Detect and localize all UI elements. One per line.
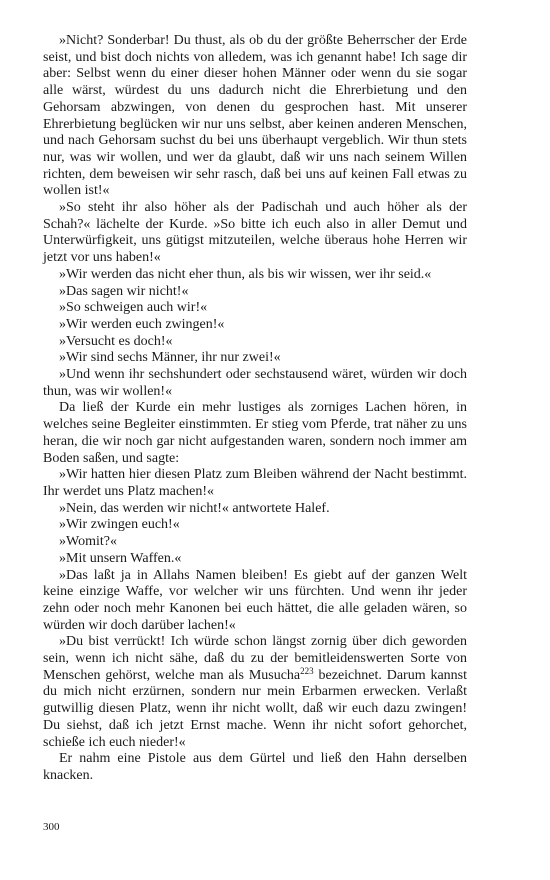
paragraph: »Wir werden das nicht eher thun, als bis wir wissen, wer ihr seid.« — [59, 266, 432, 282]
paragraph: »Wir hatten hier diesen Platz zum Bleiben während der Nacht bestimmt. Ihr werdet uns Platz machen!« — [43, 467, 467, 499]
paragraph: Er nahm eine Pistole aus dem Gürtel und ließ den Hahn derselben knacken. — [43, 751, 467, 783]
paragraph: »Wir werden euch zwingen!« — [59, 316, 225, 332]
paragraph: »Nein, das werden wir nicht!« antwortete Halef. — [59, 500, 330, 516]
footnote-reference[interactable]: 223 — [300, 665, 314, 676]
paragraph: Da ließ der Kurde ein mehr lustiges als zorniges Lachen hören, in welches seine Begleiter einstimmten. Er stieg vom Pferde, trat näher zu uns heran, die wir noch gar nicht aufgestanden waren, sondern noch immer am Boden saßen, und sagte: — [43, 400, 467, 466]
paragraph: »Wir zwingen euch!« — [59, 517, 180, 533]
paragraph: »Das laßt ja in Allahs Namen bleiben! Es giebt auf der ganzen Welt keine einzige Waffe, vor welcher wir uns fürchten. Und wenn ihr jeder zehn oder noch mehr Kanonen bei euch hättet, die alle geladen wären, so würden wir doch darüber lachen!« — [43, 567, 467, 633]
paragraph: »Versucht es doch!« — [59, 333, 173, 349]
page-body — [43, 33, 467, 785]
paragraph: »Mit unsern Waffen.« — [59, 550, 182, 566]
paragraph-text: bezeichnet. Darum kannst du mich nicht erzürnen, sondern nur mein Erbarmen erwecken. Verlaßt gutwillig diesen Platz, wenn ihr nicht wollt, daß wir euch dazu zwingen! Du siehst, daß ich jetzt Ernst mache. Wenn ihr nicht sofort gehorchet, schieße ich euch nieder!« — [43, 667, 467, 750]
paragraph-with-footnote — [43, 634, 467, 751]
paragraph: »So steht ihr also höher als der Padischah und auch höher als der Schah?« lächelte der Kurde. »So bitte ich euch also in aller Demut und Unterwürfigkeit, uns gütigst mitzuteilen, welche überaus hohe Herren wir jetzt vor uns haben!« — [43, 200, 467, 266]
paragraph: »Womit?« — [59, 534, 117, 550]
paragraph-text: »Du bist verrückt! Ich würde schon längst zornig über dich geworden sein, wenn ich nicht sähe, daß du zu der bemitleidenswerten Sorte von Menschen gehörst, welche man als Musucha — [43, 634, 467, 683]
paragraph: »Das sagen wir nicht!« — [59, 283, 189, 299]
paragraph: »Und wenn ihr sechshundert oder sechstausend wäret, würden wir doch thun, was wir wollen!« — [43, 367, 467, 399]
paragraph: »Nicht? Sonderbar! Du thust, als ob du der größte Beherrscher der Erde seist, und bist doch nichts von alledem, was ich genannt habe! Ich sage dir aber: Selbst wenn du einer dieser hohen Männer oder wenn du sie sogar alle wärst, würdest du uns dadurch nicht die Ehrerbietung und den Gehorsam abzwingen, von denen du gesprochen hast. Mit unserer Ehrerbietung beglücken wir nur uns selbst, aber keinen anderen Menschen, und nach Gehorsam suchst du bei uns überhaupt vergeblich. Wir thun stets nur, was wir wollen, und wer da glaubt, daß wir uns nach seinem Willen richten, dem beweisen wir sehr rasch, daß bei uns auf keinen Fall etwas zu wollen ist!« — [43, 33, 467, 199]
paragraph: »So schweigen auch wir!« — [59, 300, 208, 316]
paragraph: »Wir sind sechs Männer, ihr nur zwei!« — [59, 350, 281, 366]
page-number: 300 — [43, 821, 60, 833]
